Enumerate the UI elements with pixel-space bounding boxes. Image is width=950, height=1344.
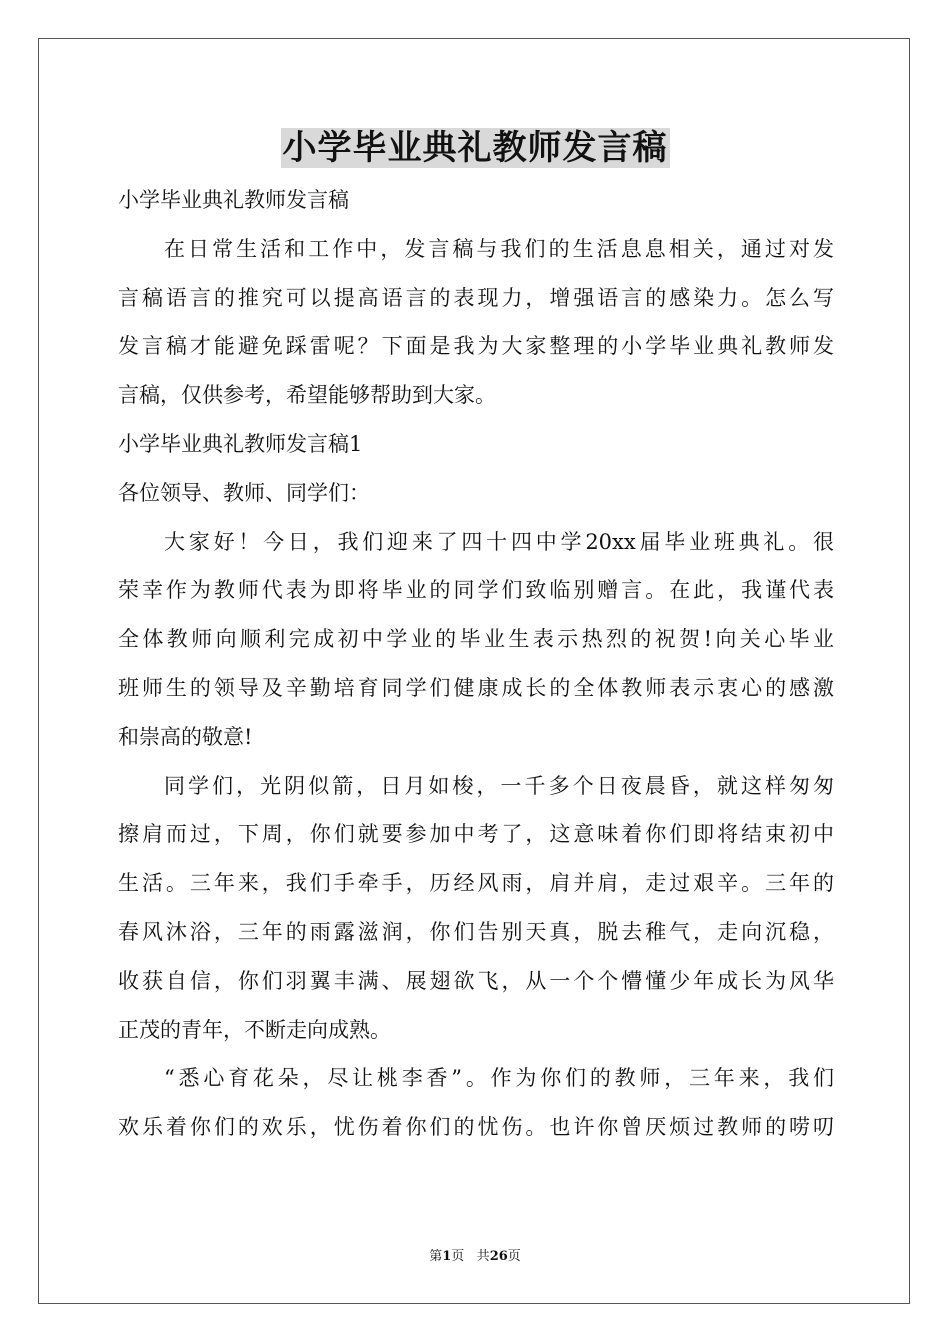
footer-current-page: 1 <box>442 1249 452 1264</box>
text-line: 同学们，光阴似箭，日月如梭，一千多个日夜晨昏，就这样匆匆 <box>164 773 834 798</box>
text-line: 言稿，仅供参考，希望能够帮助到大家。 <box>118 383 496 408</box>
text-line: 正茂的青年，不断走向成熟。 <box>118 1017 391 1042</box>
footer-prefix: 第 <box>429 1249 443 1264</box>
document-title <box>0 124 950 172</box>
text-line: 在日常生活和工作中，发言稿与我们的生活息息相关，通过对发 <box>164 236 834 261</box>
text-line: 小学毕业典礼教师发言稿 <box>118 188 349 212</box>
text-line: 发言稿才能避免踩雷呢？下面是我为大家整理的小学毕业典礼教师发 <box>118 334 834 359</box>
text-line: 荣幸作为教师代表为即将毕业的同学们致临别赠言。在此，我谨代表 <box>118 578 834 603</box>
text-line: 各位领导、教师、同学们： <box>118 480 370 505</box>
text-line: 春风沐浴，三年的雨露滋润，你们告别天真，脱去稚气，走向沉稳， <box>118 919 834 944</box>
text-line: 收获自信，你们羽翼丰满、展翅欲飞，从一个个懵懂少年成长为风华 <box>118 968 834 993</box>
footer-page-unit: 页 <box>451 1249 465 1264</box>
document-body <box>118 176 834 1152</box>
text-line: 全体教师向顺利完成初中学业的毕业生表示热烈的祝贺!向关心毕业 <box>118 627 834 652</box>
footer-total-prefix: 共 <box>476 1249 490 1264</box>
text-line: “悉心育花朵，尽让桃李香”。作为你们的教师，三年来，我们 <box>164 1066 834 1091</box>
footer-total-unit: 页 <box>507 1249 521 1264</box>
text-line: 欢乐着你们的欢乐，忧伤着你们的忧伤。也许你曾厌烦过教师的唠叨 <box>118 1115 834 1140</box>
footer-total-pages: 26 <box>489 1249 508 1264</box>
document-title-text: 小学毕业典礼教师发言稿 <box>282 128 668 168</box>
text-line: 和崇高的敬意! <box>118 724 253 749</box>
page-footer <box>0 1248 950 1266</box>
text-line: 擦肩而过，下周，你们就要参加中考了，这意味着你们即将结束初中 <box>118 822 834 847</box>
text-line: 大家好！今日，我们迎来了四十四中学20xx届毕业班典礼。很 <box>164 529 834 554</box>
text-line: 小学毕业典礼教师发言稿1 <box>118 431 363 456</box>
text-line: 生活。三年来，我们手牵手，历经风雨，肩并肩，走过艰辛。三年的 <box>118 871 834 896</box>
text-line: 班师生的领导及辛勤培育同学们健康成长的全体教师表示衷心的感激 <box>118 675 834 700</box>
text-line: 言稿语言的推究可以提高语言的表现力，增强语言的感染力。怎么写 <box>118 285 834 310</box>
